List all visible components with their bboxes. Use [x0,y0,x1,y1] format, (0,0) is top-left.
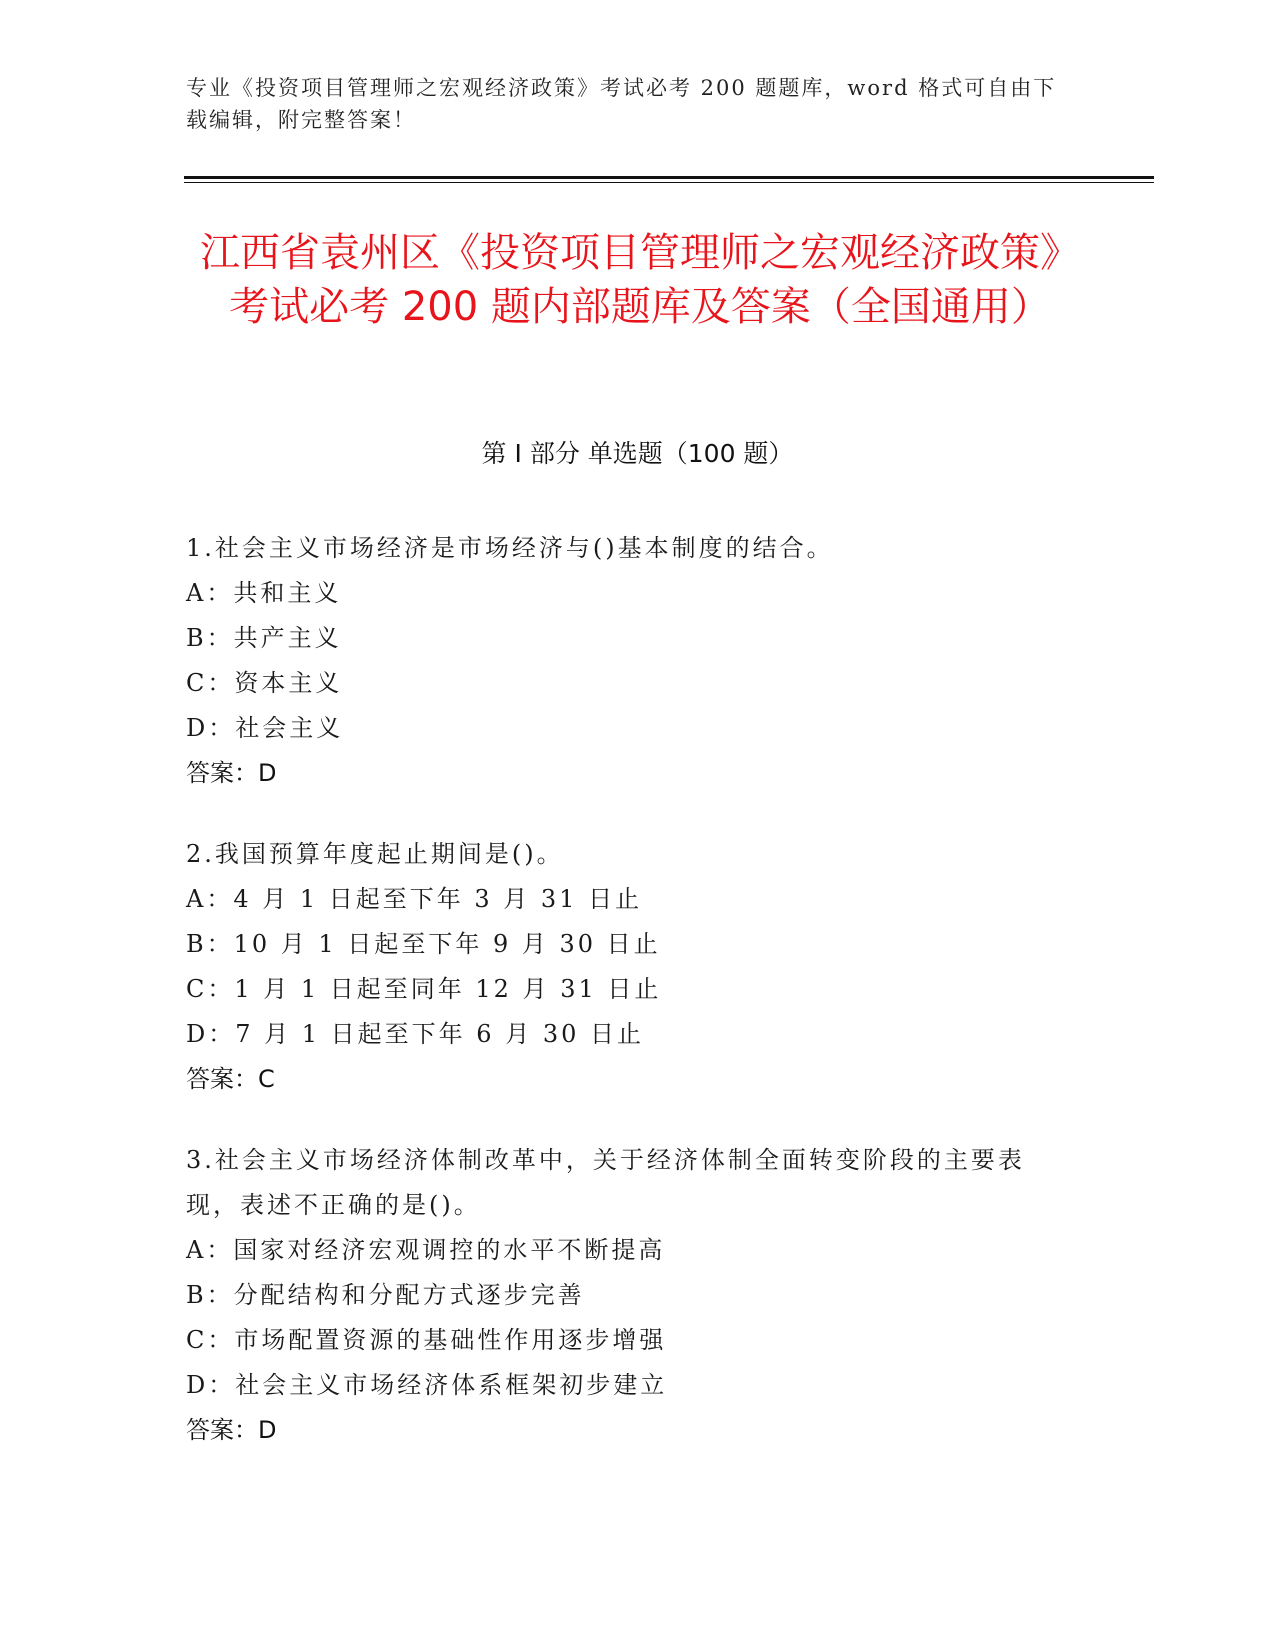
option-b: B：共产主义 [186,624,342,652]
header-rule-thick [184,176,1154,179]
option-c: C：1 月 1 日起至同年 12 月 31 日止 [186,975,662,1003]
option-d: D：社会主义市场经济体系框架初步建立 [186,1371,668,1399]
header-note: 专业《投资项目管理师之宏观经济政策》考试必考 200 题题库，word 格式可自由下载编辑，附完整答案！ [186,76,1057,132]
option-d: D：7 月 1 日起至下年 6 月 30 日止 [186,1020,644,1048]
page-title: 江西省袁州区《投资项目管理师之宏观经济政策》考试必考 200 题内部题库及答案（全国通用） [200,230,1080,330]
header-rule-thin [184,182,1154,183]
answer: 答案：C [186,1065,275,1093]
question-3 [186,1138,1066,1453]
answer: 答案：D [186,1416,277,1444]
question-1 [186,526,1066,796]
option-b: B：10 月 1 日起至下年 9 月 30 日止 [186,930,661,958]
question-stem: 1.社会主义市场经济是市场经济与()基本制度的结合。 [186,534,834,562]
answer: 答案：D [186,759,277,787]
question-stem: 2.我国预算年度起止期间是()。 [186,840,564,868]
question-stem: 3.社会主义市场经济体制改革中，关于经济体制全面转变阶段的主要表现，表述不正确的是()。 [186,1146,1025,1219]
option-a: A：共和主义 [186,579,342,607]
option-c: C：资本主义 [186,669,343,697]
section-heading: 第 I 部分 单选题（100 题） [481,439,794,468]
option-a: A：4 月 1 日起至下年 3 月 31 日止 [186,885,643,913]
question-2 [186,832,1066,1102]
question-list [186,526,1066,1489]
option-b: B：分配结构和分配方式逐步完善 [186,1281,585,1309]
option-a: A：国家对经济宏观调控的水平不断提高 [186,1236,666,1264]
option-c: C：市场配置资源的基础性作用逐步增强 [186,1326,667,1354]
option-d: D：社会主义 [186,714,344,742]
